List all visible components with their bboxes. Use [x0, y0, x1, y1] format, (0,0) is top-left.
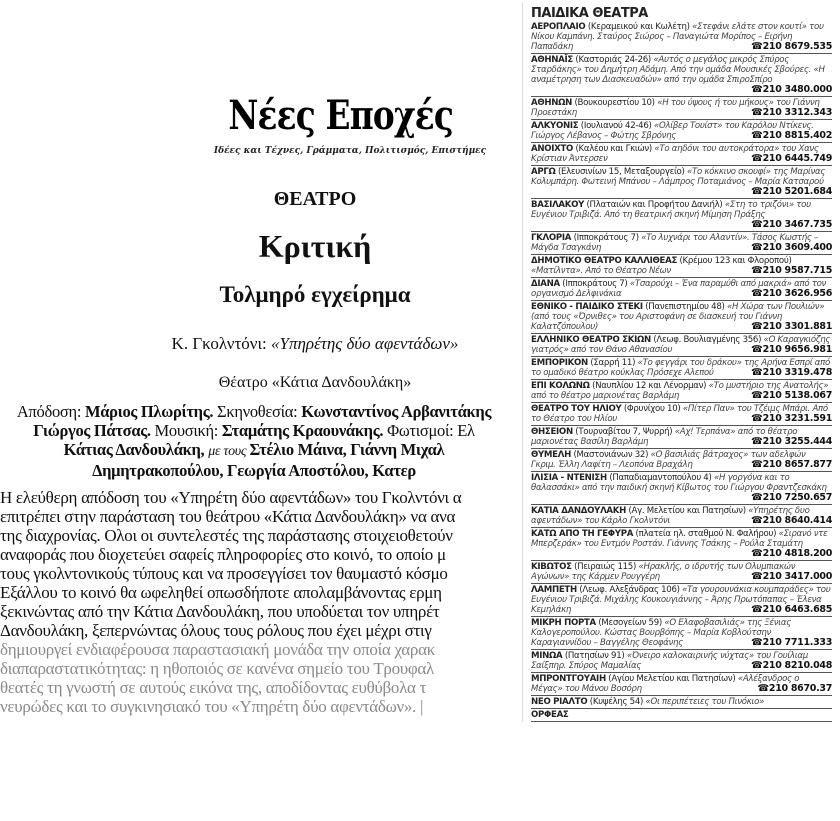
theatre-address: (Πειραιώς 115) [574, 562, 637, 572]
credits-segment: με τους [208, 444, 250, 459]
theatre-name: ΚΑΤΙΑ ΔΑΝΔΟΥΛΑΚΗ [531, 506, 627, 516]
body-line: Η ελεύθερη απόδοση του «Υπηρέτη δύο αφεντάδων» του Γκολντόνι α [0, 488, 462, 507]
listing-entry [531, 472, 832, 505]
listing-entry [531, 232, 832, 255]
listing-entry [531, 505, 832, 528]
theatre-name: ΜΙΚΡΗ ΠΟΡΤΑ [531, 618, 596, 628]
theatre-name: ΑΘΗΝΩΝ [531, 98, 573, 108]
phone-number: ☎210 3301.881 [751, 321, 832, 332]
credits-line [0, 402, 508, 421]
phone-number: ☎210 8815.402 [751, 130, 832, 141]
theatre-address: (Ιπποκράτους 7) [562, 279, 628, 289]
credits-line [0, 421, 508, 440]
theatre-address: (Λεωφ. Αλεξάνδρας 106) [579, 585, 680, 595]
play-author: Κ. Γκολντόνι: [171, 334, 272, 353]
phone-number: ☎210 6445.749 [751, 153, 832, 164]
theatre-name: ΔΙΑΝΑ [531, 279, 560, 289]
phone-number: ☎210 8670.37 [757, 683, 832, 694]
phone-number: ☎210 8657.877 [751, 459, 832, 470]
theatre-name: ΘΥΜΕΛΗ [531, 450, 571, 460]
phone-number: ☎210 9587.715 [751, 265, 832, 276]
theatre-name: ΛΑΜΠΕΤΗ [531, 585, 577, 595]
show-description: «Πίτερ Παν» του Τζέιμς Μπάρι. Από το Θέατρο του Ηλίου [531, 404, 828, 424]
listing-entry [531, 673, 832, 696]
phone-number: ☎210 3255.444 [751, 436, 832, 447]
theatre-name: ΚΙΒΩΤΟΣ [531, 562, 572, 572]
theatre-name: Θέατρο «Κάτια Δανδουλάκη» [218, 374, 412, 391]
show-description: «Όνειρο καλοκαιρινής νύχτας» του Γουίλιαμ Σαίξπηρ. Σπύρος Μαμαλίας [531, 651, 808, 671]
theatre-name: ΕΜΠΟΡΙΚΟΝ [531, 358, 588, 368]
phone-number: ☎210 8640.414 [751, 515, 832, 526]
theatre-address: (Ελευσινίων 15, Μεταξουργείο) [557, 167, 685, 177]
phone-number: ☎210 6463.685 [751, 604, 832, 615]
theatre-address: (Λεωφ. Βουλιαγμένης 356) [653, 335, 762, 345]
credits-segment: Σκηνοθεσία: [213, 402, 302, 421]
listings-clipping [522, 2, 836, 722]
theatre-name: ΔΗΜΟΤΙΚΟ ΘΕΑΤΡΟ ΚΑΛΛΙΘΕΑΣ [531, 256, 678, 266]
listing-entry [531, 278, 832, 301]
theatre-address: (Καστοριάς 24-26) [575, 55, 651, 65]
show-description: «Τα γουρουνάκια κουμπαράδες» του Ευγένιου Τριβιζά. Μιχάλης Κουκουγιάννης – Άρης Πρωτόπαπας – Έλενα Κεμηλάκη [531, 585, 831, 615]
body-line: της διαχρονίας. Ολοι οι συντελεστές της παράστασης στοιχειοθετούν [0, 526, 453, 545]
section-heading: ΘΕΑΤΡΟ [273, 188, 357, 210]
credits-segment: Δημητρακοπούλου, Γεωργία Αποστόλου, Κατερ [92, 461, 416, 480]
phone-number: ☎210 3467.735 [751, 219, 832, 230]
theatre-address: (Μεσογείων 59) [598, 618, 662, 628]
phone-number: ☎210 5138.067 [751, 390, 832, 401]
credits [0, 402, 508, 480]
phone-number: ☎210 3319.478 [751, 367, 832, 378]
article-body [0, 488, 508, 716]
credits-segment: Στέλιο Μάινα, Γιάννη Μιχαλ [249, 440, 445, 459]
show-description: «Η γοργόνα και το θαλασσάκι» από την παιδική σκηνή Κίβωτος του Γιώργου Φραντζεσκάκη [531, 473, 827, 493]
theatre-address: (Βουκουρεστίου 10) [574, 98, 655, 108]
listing-entry [531, 403, 832, 426]
theatre-address: (πλατεία ηλ. σταθμού Ν. Φαλήρου) [635, 529, 777, 539]
credits-segment: Κωνσταντίνος Αρβανιτάκης [301, 402, 492, 421]
theatre-address: (Πατησίων 91) [564, 651, 625, 661]
theatre-name: ΑΝΟΙΧΤΟ [531, 144, 574, 154]
show-description: «Το κόκκινο σκουφί» της Μαρίνας Κολυμπάρη. Φωτεινή Μπάνου – Λάμπρος Ποταμιάνος – Μαρία Κατσαρού [531, 167, 826, 187]
play-line [140, 334, 490, 354]
listing-entry [531, 357, 832, 380]
theatre-address: (Ιουλιανού 42-46) [580, 121, 652, 131]
show-description: «Ματίλντα». Από το Θέατρο Νέων [531, 266, 671, 276]
phone-number: ☎210 3417.000 [751, 571, 832, 582]
phone-number: ☎210 9656.981 [751, 344, 832, 355]
show-description: «Στεφάνι ελάτε στον κουτί» του Νίκου Καμπάνη. Σταύρος Σιώρος – Παναγιώτα Μορίπος – Ειρήνη Παπαδάκη [531, 22, 824, 52]
credits-segment: Μάριος Πλωρίτης. [84, 402, 214, 421]
listing-entry [531, 528, 832, 561]
theatre-name: ΚΑΤΩ ΑΠΟ ΤΗ ΓΕΦΥΡΑ [531, 529, 634, 539]
listing-entry [531, 709, 832, 722]
show-description: «Αυτός ο μεγάλος μικρός Σπύρος Σταρδάκης» του Δημήτρη Αδάμη. Από την ομάδα Μουσικές Σβούρες. «Η αναμέτρηση των Διασκευαδών» από την ομάδα ΣπιροΣπίρο [531, 55, 825, 85]
listings-title: ΠΑΙΔΙΚΑ ΘΕΑΤΡΑ [531, 6, 648, 21]
body-line: ξεκινώντας από την Κάτια Δανδουλάκη, που υποδύεται τον υπηρέτ [0, 602, 440, 621]
credits-segment: Γιώργος Πάτσας. [33, 421, 151, 440]
listing-entry [531, 584, 832, 617]
theatre-name: ΝΕΟ ΡΙΑΛΤΟ [531, 697, 588, 707]
theatre-name: ΟΡΦΕΑΣ [531, 710, 569, 720]
play-title: «Υπηρέτης δύο αφεντάδων» [271, 334, 459, 353]
listing-entry [531, 426, 832, 449]
credits-segment: Φωτισμοί: Ελ [383, 421, 475, 440]
listing-entry [531, 199, 832, 232]
theatre-address: (Τουρναβίτου 7, Ψυρρή) [575, 427, 673, 437]
phone-number: ☎210 4818.200 [751, 548, 832, 559]
show-description: «Το μυστήριο της Ανατολής» από το θέατρο μαριονέτας Βαρλάμη [531, 381, 829, 401]
listing-entry [531, 617, 832, 650]
theatre-address: (Αγ. Μελετίου και Πατησίων) [628, 506, 746, 516]
listing-entry [531, 143, 832, 166]
show-description: «Ολίβερ Τουίστ» του Καρόλου Ντίκενς. Γιώργος Λέβανος – Φώτης Σβρόνης [531, 121, 814, 141]
body-line: διαπαραστατικότητας: η ηθοποιός σε κανένα σημείο του Τρουφαλ [0, 659, 434, 678]
theatre-address: (Πλαταιών και Προφήτου Δανιήλ) [586, 200, 723, 210]
credits-segment: Απόδοση: [16, 402, 85, 421]
show-description: «Οι περιπέτειες του Πινόκιο» [645, 697, 765, 707]
show-description: «Ο βασιλιάς βάτραχος» των αδελφών Γκριμ. Έλλη Λαφίτη – Λεοπόνα Βραχάλη [531, 450, 806, 470]
listing-entry [531, 334, 832, 357]
listing-entry [531, 97, 832, 120]
body-line: επιτρέπει στην παράσταση του θεάτρου «Κάτια Δανδουλάκη» να ανα [0, 507, 456, 526]
theatre-name: ΑΡΓΩ [531, 167, 556, 177]
theatre-address: (Φρυνίχου 10) [623, 404, 681, 414]
credits-segment: Μουσική: [150, 421, 222, 440]
body-line: Δανδουλάκη, ξεπερνώντας όλους τους ρόλους που έχει μέχρι στιγ [0, 621, 432, 640]
show-description: «Αλέξανδρος ο Μέγας» του Μάνου Βοσόρη [531, 674, 800, 694]
phone-number: ☎210 7711.333 [751, 637, 832, 648]
theatre-name: ΘΕΑΤΡΟ ΤΟΥ ΗΛΙΟΥ [531, 404, 622, 414]
phone-number: ☎210 3312.343 [751, 107, 832, 118]
theatre-name: ΑΕΡΟΠΛΑΙΟ [531, 22, 586, 32]
theatre-name: ΕΛΛΗΝΙΚΟ ΘΕΑΤΡΟ ΣΚΙΩΝ [531, 335, 651, 345]
listing-entry [531, 650, 832, 673]
body-line: νευρώδες και το συγκινησιακό του «Υπηρέτη δύο αφεντάδων». | [0, 697, 424, 716]
theatre-name: ΕΘΝΙΚΟ - ΠΑΙΔΙΚΟ ΣΤΕΚΙ [531, 302, 643, 312]
body-line: δημιουργεί ενδιαφέρουσα παραστασιακή μονάδα την οποία χαρακ [0, 640, 435, 659]
show-description: «Η του ύψους ή του μήκους» του Γιάννη Προεστάκη [531, 98, 820, 118]
show-description: «Το λυχνάρι του Αλαντίν». Τάσος Κωστής – Μάγδα Τσαγκάνη [531, 233, 819, 253]
phone-number: ☎210 3231.591 [751, 413, 832, 424]
phone-number: ☎210 5201.684 [751, 186, 832, 197]
listing-entry [531, 21, 832, 54]
theatre-address: (Κυψέλης 54) [589, 697, 644, 707]
theatre-address: (Ιπποκράτους 7) [573, 233, 639, 243]
newspaper-logo: Νέες Εποχές [228, 92, 454, 139]
body-line: τους γκολντονικούς τύπους και να προσεγγίσει τον θαυμαστό κόσμο [0, 564, 448, 583]
show-description: «Υπηρέτης δυο αφεντάδων» του Κάρλο Γκολντόνι [531, 506, 810, 526]
theatre-name: ΜΠΡΟΝΤΓΟΥΑΙΗ [531, 674, 606, 684]
phone-number: ☎210 7250.657 [751, 492, 832, 503]
article-text [0, 402, 508, 716]
theatre-address: (Παπαδιαμαντοπούλου 4) [609, 473, 712, 483]
phone-number: ☎210 3626.956 [751, 288, 832, 299]
article-headline: Τολμηρό εγχείρημα [219, 282, 411, 307]
phone-number: ☎210 8210.048 [751, 660, 832, 671]
theatre-address: (Πανεπιστημίου 48) [645, 302, 725, 312]
listing-entry [531, 120, 832, 143]
credits-line [0, 461, 508, 480]
listing-entry [531, 696, 832, 709]
theatre-name: ΜΙΝΩΑ [531, 651, 563, 661]
theatre-name: ΒΑΣΙΛΑΚΟΥ [531, 200, 585, 210]
theatre-name: ΘΗΣΕΙΟΝ [531, 427, 573, 437]
theatre-address: (Μαστονιάνων 32) [573, 450, 649, 460]
theatre-address: (Σαρρή 11) [590, 358, 636, 368]
theatre-name: ΕΠΙ ΚΟΛΩΝΩ [531, 381, 590, 391]
listing-entry [531, 301, 832, 334]
body-line: αναφοράς που διοχετεύει σαφείς πληροφορίες στο κοινό, το οποίο μ [0, 545, 446, 564]
listing-entry [531, 54, 832, 97]
show-description: «Το φεγγάρι του δράκου» της Αρήνα Εσπρί από το ομαδικό θέατρο κούκλας Πρόσεχε Αλεπού [531, 358, 830, 378]
theatre-name: ΑΘΗΝΑΪΣ [531, 55, 573, 65]
article-kind: Κριτική [258, 228, 372, 264]
credits-segment: Σταμάτης Κραουνάκης. [221, 421, 384, 440]
theatre-address: (Αγίου Μελετίου και Πατησίων) [608, 674, 736, 684]
phone-number: ☎210 8679.535 [751, 41, 832, 52]
show-description: «Ο Καραγκιόζης γιατρός» από τον Θάνο Αθανασίου [531, 335, 831, 355]
listing-entry [531, 561, 832, 584]
show-description: «Η Χώρα των Πουλιών» (από τους «Όρνιθες» του Αριστοφάνη σε διασκευή του Γιάννη Καλατζόπουλου) [531, 302, 825, 332]
show-description: «Τσαρούχι – Ένα παραμύθι από μακριά» από τον οργανισμό Δελφινάκια [531, 279, 827, 299]
listing-entry [531, 166, 832, 199]
show-description: «Σιρανό ντε Μπερζεράκ» του Εντμόν Ροστάν. Γιάννης Τσάκης – Ρούλα Σταμάτη [531, 529, 828, 549]
theatre-name: ΙΛΙΣΙΑ - ΝΤΕΝΙΣΗ [531, 473, 607, 483]
credits-line [0, 440, 508, 461]
credits-segment: Κάτιας Δανδουλάκη, [63, 440, 209, 459]
show-description: «Το αηδόνι του αυτοκράτορα» του Χανς Κρίστιαν Άντερσεν [531, 144, 819, 164]
show-description: «Αχ! Τερπάνα» από το θέατρο μαριονέτας Βασίλη Βαρλάμη [531, 427, 798, 447]
phone-number: ☎210 3480.000 [751, 84, 832, 95]
theatre-name: ΑΛΚΥΟΝΙΣ [531, 121, 579, 131]
newspaper-tagline: Ιδέες και Τέχνες, Γράμματα, Πολιτισμός, Επιστήμες [213, 146, 487, 156]
theatre-address: (Κρέμου 123 και Φλοροπού) [679, 256, 792, 266]
show-description: «Ο Ελαφοβασιλιάς» της Ξένιας Καλογεροπούλου. Κώστας Βουρβόπης – Μαρία Κοβλούτσην Καραγιαννίδου – Βαγγέλης Θεοφάνης [531, 618, 791, 648]
phone-number: ☎210 3609.400 [751, 242, 832, 253]
show-description: «Στη το τριζόνι» του Ευγένιου Τριβιζά. Από τη θεατρική σκηνή Μίμηση Πράξης [531, 200, 811, 220]
listing-entry [531, 449, 832, 472]
listings [531, 21, 832, 722]
show-description: «Ηρακλής, ο ιδρυτής των Ολυμπιακών Αγώνων» της Κάρμεν Ρουγγέρη [531, 562, 796, 582]
body-line: θεατές τη γνωστή σε αυτούς εικόνα της, αποδίδοντας ευθύβολα τ [0, 678, 427, 697]
listing-entry [531, 380, 832, 403]
theatre-address: (Καλέου και Γκιών) [575, 144, 652, 154]
theatre-address: (Ναυπλίου 12 και Λένορμαν) [592, 381, 707, 391]
theatre-name: ΓΚΛΟΡΙΑ [531, 233, 572, 243]
body-line: Εξάλλου το κοινό θα ωφεληθεί οπωσδήποτε απολαμβάνοντας ερμη [0, 583, 442, 602]
listing-entry [531, 255, 832, 278]
theatre-address: (Κεραμεικού και Κωλέτη) [587, 22, 690, 32]
